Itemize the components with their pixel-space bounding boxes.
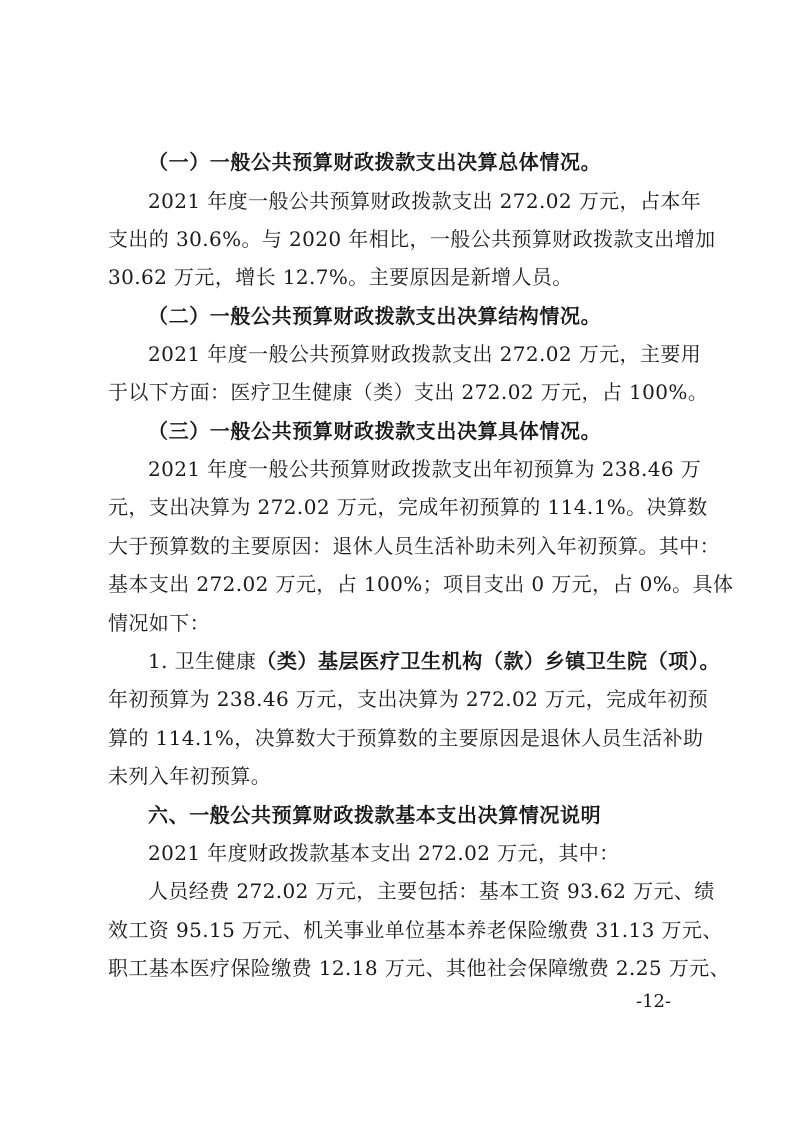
section6-line-2: 人员经费 272.02 万元，主要包括：基本工资 93.62 万元、绩 [148,879,715,903]
section3-line-3: 大于预算数的主要原因：退休人员生活补助未列入年初预算。其中： [108,534,720,558]
page-number: -12- [636,991,672,1012]
section2-line-1: 2021 年度一般公共预算财政拨款支出 272.02 万元，主要用 [148,342,702,366]
item1-line-3: 未列入年初预算。 [108,764,272,788]
item1-bold-title: （类）基层医疗卫生机构（款）乡镇卫生院（项）。 [256,649,721,673]
section6-heading: 六、一般公共预算财政拨款基本支出决算情况说明 [148,803,602,827]
section3-line-4: 基本支出 272.02 万元，占 100%；项目支出 0 万元，占 0%。具体 [108,572,734,596]
section3-line-2: 元，支出决算为 272.02 万元，完成年初预算的 114.1%。决算数 [108,495,708,519]
item1-line-1: 年初预算为 238.46 万元，支出决算为 272.02 万元，完成年初预 [108,687,709,711]
section6-line-3: 效工资 95.15 万元、机关事业单位基本养老保险缴费 31.13 万元、 [108,918,723,942]
section1-line-3: 30.62 万元，增长 12.7%。主要原因是新增人员。 [108,265,573,289]
section1-heading: （一）一般公共预算财政拨款支出决算总体情况。 [148,150,602,174]
section3-line-5: 情况如下： [108,611,210,635]
section2-line-2: 于以下方面：医疗卫生健康（类）支出 272.02 万元，占 100%。 [108,380,709,404]
item1-line-2: 算的 114.1%，决算数大于预算数的主要原因是退休人员生活补助 [108,726,704,750]
section6-line-1: 2021 年度财政拨款基本支出 272.02 万元，其中： [148,841,620,865]
section1-line-1: 2021 年度一般公共预算财政拨款支出 272.02 万元，占本年 [148,189,702,213]
item1-prefix: 1. 卫生健康 [148,649,257,673]
section6-line-4: 职工基本医疗保险缴费 12.18 万元、其他社会保障缴费 2.25 万元、 [108,956,731,980]
section3-heading: （三）一般公共预算财政拨款支出决算具体情况。 [148,419,602,443]
section3-line-1: 2021 年度一般公共预算财政拨款支出年初预算为 238.46 万 [148,457,702,481]
section1-line-2: 支出的 30.6%。与 2020 年相比，一般公共预算财政拨款支出增加 [108,227,716,251]
item1-title [148,648,720,674]
section2-heading: （二）一般公共预算财政拨款支出决算结构情况。 [148,304,602,328]
